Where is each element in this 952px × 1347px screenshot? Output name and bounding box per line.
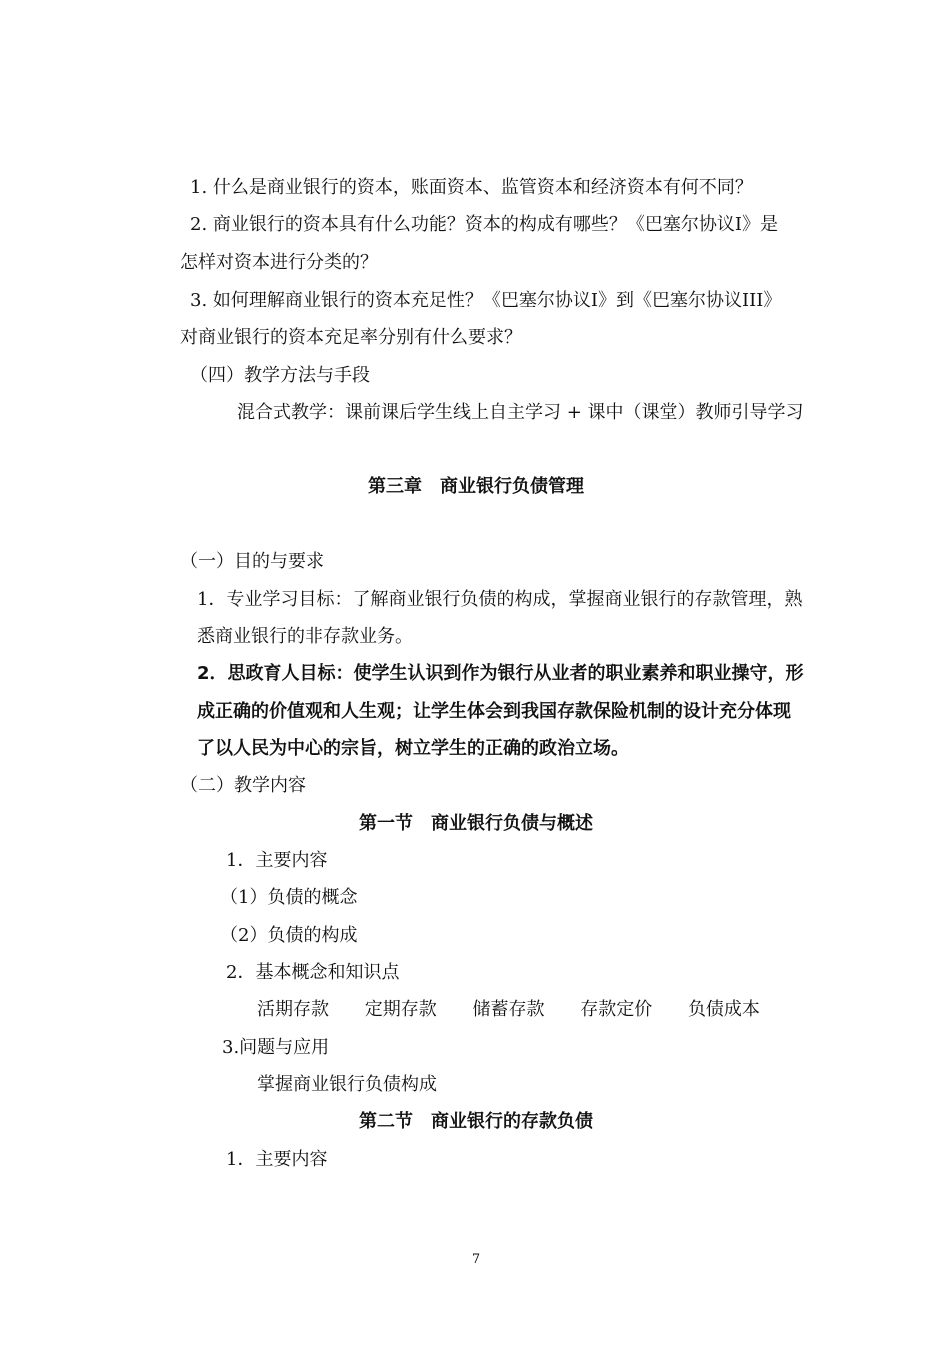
section-2-main-content: 1．主要内容 (226, 1149, 328, 1170)
objectives-heading: （一）目的与要求 (180, 551, 324, 572)
term-item: 负债成本 (687, 999, 760, 1020)
question-2-line-2: 怎样对资本进行分类的？ (180, 252, 378, 273)
objective-1-line-2: 悉商业银行的非存款业务。 (197, 626, 413, 647)
term-item: 存款定价 (580, 999, 653, 1020)
page-number: 7 (471, 1252, 481, 1267)
term-item: 活期存款 (257, 999, 329, 1020)
methods-text: 混合式教学：课前课后学生线上自主学习 + 课中（课堂）教师引导学习 (237, 402, 804, 423)
methods-heading: （四）教学方法与手段 (190, 365, 370, 386)
question-2-line-1: 2. 商业银行的资本具有什么功能？资本的构成有哪些？《巴塞尔协议Ⅰ》是 (190, 214, 779, 235)
term-item: 定期存款 (364, 999, 437, 1020)
concept-terms (257, 998, 790, 1022)
section-1-concepts-heading: 2．基本概念和知识点 (226, 962, 400, 983)
objective-2-line-3: 了以人民为中心的宗旨，树立学生的正确的政治立场。 (197, 738, 629, 759)
term-item: 储蓄存款 (472, 999, 545, 1020)
section-1-item-2: （2）负债的构成 (220, 925, 358, 946)
content-heading: （二）教学内容 (180, 775, 306, 796)
section-1-item-1: （1）负债的概念 (220, 887, 358, 908)
section-2-title: 第二节 商业银行的存款负债 (359, 1111, 593, 1132)
question-3-line-1: 3. 如何理解商业银行的资本充足性？《巴塞尔协议Ⅰ》到《巴塞尔协议III》 (190, 290, 782, 311)
section-1-main-content: 1．主要内容 (226, 850, 328, 871)
section-1-qa-text: 掌握商业银行负债构成 (257, 1074, 437, 1095)
chapter-title: 第三章 商业银行负债管理 (368, 476, 584, 497)
section-1-title: 第一节 商业银行负债与概述 (359, 813, 593, 834)
objective-1-line-1: 1．专业学习目标：了解商业银行负债的构成，掌握商业银行的存款管理，熟 (197, 589, 803, 610)
objective-2-line-1: 2．思政育人目标：使学生认识到作为银行从业者的职业素养和职业操守，形 (197, 663, 804, 684)
question-1: 1. 什么是商业银行的资本，账面资本、监管资本和经济资本有何不同？ (190, 177, 753, 198)
question-3-line-2: 对商业银行的资本充足率分别有什么要求？ (180, 327, 522, 348)
objective-2-line-2: 成正确的价值观和人生观；让学生体会到我国存款保险机制的设计充分体现 (197, 701, 791, 722)
section-1-qa-heading: 3.问题与应用 (222, 1037, 330, 1058)
